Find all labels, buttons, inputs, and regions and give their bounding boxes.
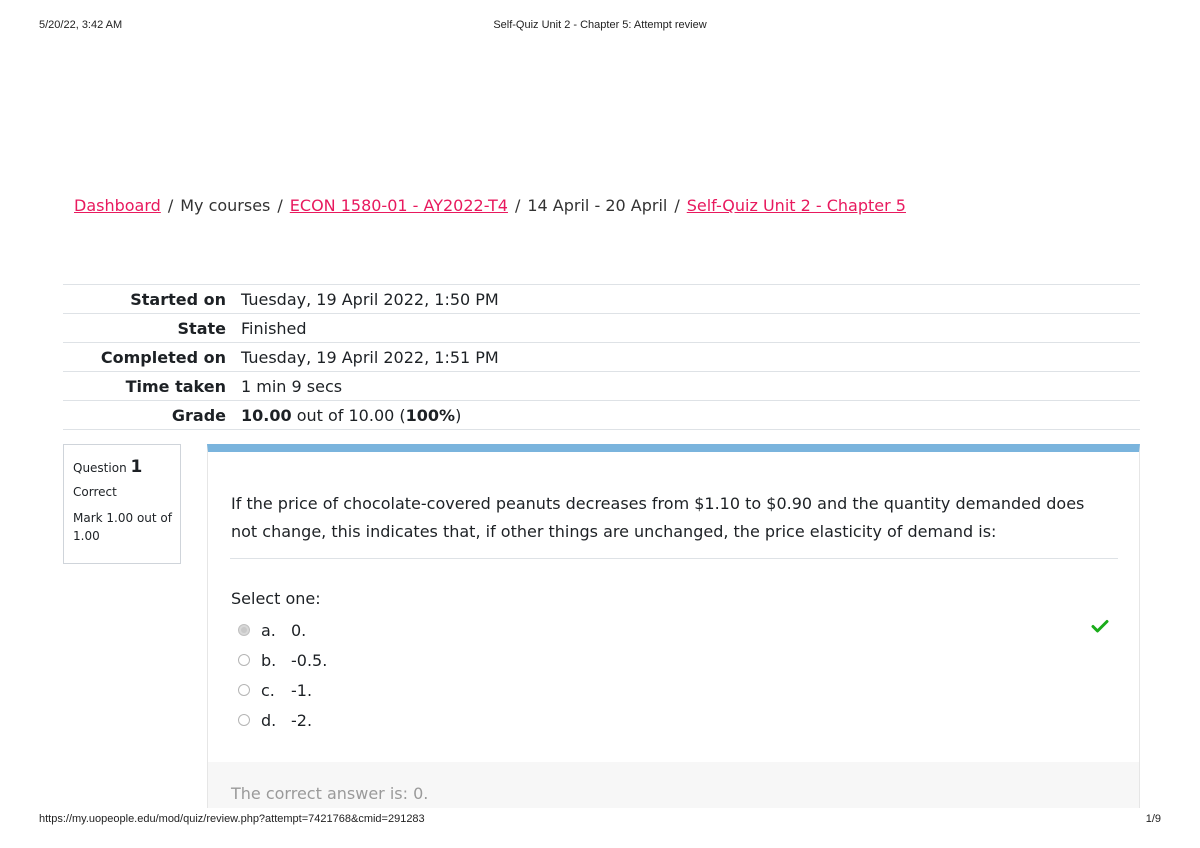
feedback-box xyxy=(208,762,1139,808)
answer-option-c xyxy=(238,675,327,705)
question-prefix: Question xyxy=(73,461,127,475)
breadcrumb xyxy=(74,196,906,215)
option-text: -1. xyxy=(291,680,313,700)
breadcrumb-separator: / xyxy=(277,196,283,215)
answer-option-b xyxy=(238,645,327,675)
summary-row-grade xyxy=(63,401,1140,430)
breadcrumb-separator: / xyxy=(514,196,521,215)
summary-value: 1 min 9 secs xyxy=(241,372,1140,401)
summary-label: Completed on xyxy=(63,343,241,372)
answer-options xyxy=(238,615,327,735)
grade-out-of: out of 10.00 ( xyxy=(291,405,406,425)
radio-option-d[interactable] xyxy=(238,714,250,726)
summary-value: Tuesday, 19 April 2022, 1:51 PM xyxy=(241,343,1140,372)
breadcrumb-week: 14 April - 20 April xyxy=(527,196,668,215)
select-prompt: Select one: xyxy=(231,589,321,608)
answer-option-d xyxy=(238,705,327,735)
option-text: -0.5. xyxy=(291,650,328,670)
print-footer xyxy=(0,813,1200,829)
option-letter: b. xyxy=(261,650,277,670)
option-letter: d. xyxy=(261,710,277,730)
grade-percent: 100% xyxy=(405,405,456,425)
summary-grade-value xyxy=(241,401,1140,430)
option-letter: a. xyxy=(261,620,276,640)
question-content xyxy=(207,444,1140,808)
answer-option-a xyxy=(238,615,327,645)
question-text: If the price of chocolate-covered peanuts decreases from $1.10 to $0.90 and the quantity demanded does not change, this indicates that, if other things are unchanged, the price elasticity of demand is: xyxy=(231,494,1085,541)
print-datetime: 5/20/22, 3:42 AM xyxy=(39,19,123,31)
print-title: Self-Quiz Unit 2 - Chapter 5: Attempt review xyxy=(493,19,707,31)
breadcrumb-separator: / xyxy=(674,196,680,215)
option-text: 0. xyxy=(291,620,307,640)
breadcrumb-dashboard-link[interactable]: Dashboard xyxy=(74,196,161,215)
summary-row-started xyxy=(63,285,1140,314)
breadcrumb-quiz-link[interactable]: Self-Quiz Unit 2 - Chapter 5 xyxy=(686,196,906,215)
question-number-value: 1 xyxy=(130,457,143,477)
grade-close: ) xyxy=(455,405,462,425)
summary-row-completed xyxy=(63,343,1140,372)
question-number xyxy=(73,457,172,477)
summary-row-state xyxy=(63,314,1140,343)
breadcrumb-separator: / xyxy=(167,196,174,215)
question-info-panel xyxy=(63,444,181,564)
summary-label: Time taken xyxy=(63,372,241,401)
question-state: Correct xyxy=(73,485,117,499)
summary-row-time-taken xyxy=(63,372,1140,401)
breadcrumb-course-link[interactable]: ECON 1580-01 - AY2022-T4 xyxy=(289,196,508,215)
print-page-number: 1/9 xyxy=(1145,813,1161,825)
radio-option-c[interactable] xyxy=(238,684,250,696)
print-header xyxy=(0,19,1200,35)
question-mark: Mark 1.00 out of 1.00 xyxy=(73,511,172,543)
radio-option-a[interactable] xyxy=(238,624,250,636)
print-url: https://my.uopeople.edu/mod/quiz/review.php?attempt=7421768&cmid=291283 xyxy=(39,813,425,825)
breadcrumb-my-courses: My courses xyxy=(180,196,271,215)
summary-value: Tuesday, 19 April 2022, 1:50 PM xyxy=(241,285,1140,314)
summary-label: Grade xyxy=(63,401,241,430)
question-divider xyxy=(230,558,1118,559)
summary-label: State xyxy=(63,314,241,343)
radio-option-b[interactable] xyxy=(238,654,250,666)
grade-score: 10.00 xyxy=(241,405,292,425)
option-text: -2. xyxy=(291,710,313,730)
option-letter: c. xyxy=(261,680,275,700)
summary-label: Started on xyxy=(63,285,241,314)
check-icon xyxy=(1091,617,1109,635)
attempt-summary-table xyxy=(63,284,1140,430)
correct-answer-feedback: The correct answer is: 0. xyxy=(231,784,429,803)
summary-value: Finished xyxy=(241,314,1140,343)
